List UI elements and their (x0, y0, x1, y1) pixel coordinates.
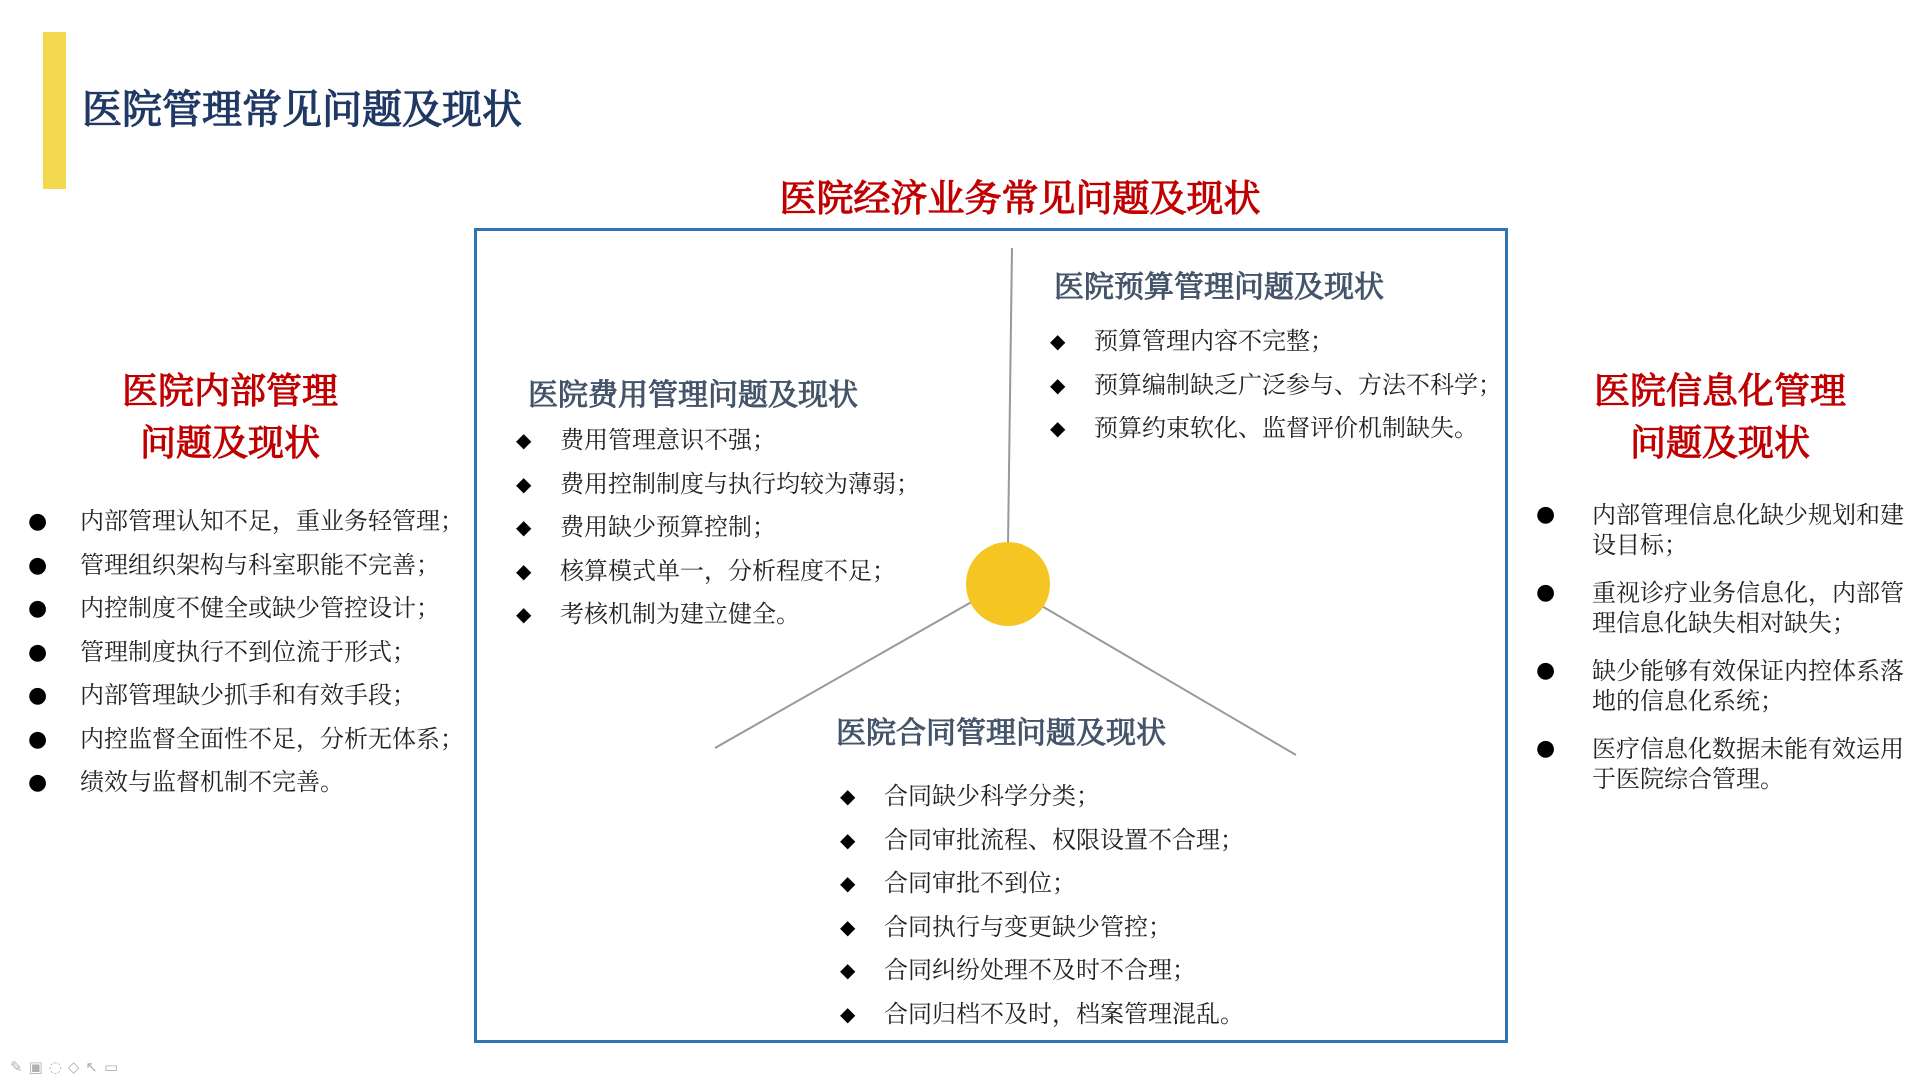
diamond-bullet-icon: ◆ (840, 914, 856, 939)
contract-heading: 医院合同管理问题及现状 (836, 716, 1166, 751)
dot-bullet-icon: ● (28, 683, 48, 708)
list-item: ◆ 预算管理内容不完整； (1050, 320, 1502, 364)
diamond-bullet-icon: ◆ (1050, 416, 1066, 440)
it-heading-line1: 医院信息化管理 (1593, 371, 1846, 412)
hub-circle (966, 542, 1050, 626)
list-item: ◆ 核算模式单一，分析程度不足； (516, 550, 920, 594)
list-item: ● 管理制度执行不到位流于形式； (28, 631, 464, 675)
list-item: ◆ 合同审批不到位； (840, 862, 1244, 906)
diamond-bullet-icon: ◆ (840, 1001, 856, 1026)
diamond-bullet-icon: ◆ (516, 558, 532, 583)
budget-heading: 医院预算管理问题及现状 (1054, 270, 1384, 305)
list-item: ◆ 考核机制为建立健全。 (516, 593, 920, 637)
list-item: ● 医疗信息化数据未能有效运用于医院综合管理。 (1536, 735, 1904, 793)
dot-bullet-icon: ● (1536, 658, 1556, 683)
diamond-bullet-icon: ◆ (840, 958, 856, 982)
dot-bullet-icon: ● (28, 639, 48, 665)
list-item: ◆ 合同审批流程、权限设置不合理； (840, 819, 1244, 863)
internal-heading (100, 366, 360, 470)
it-list (1536, 500, 1916, 812)
page-title: 医院管理常见问题及现状 (82, 87, 522, 133)
list-item: ● 管理组织架构与科室职能不完善； (28, 544, 464, 588)
diamond-bullet-icon: ◆ (840, 784, 856, 808)
it-heading (1570, 366, 1870, 470)
list-item: ● 内控监督全面性不足，分析无体系； (28, 718, 464, 762)
list-item: ◆ 合同归档不及时，档案管理混乱。 (840, 993, 1244, 1037)
list-item: ● 内部管理缺少抓手和有效手段； (28, 674, 464, 718)
diamond-bullet-icon: ◆ (1050, 372, 1066, 397)
list-item: ◆ 费用缺少预算控制； (516, 506, 920, 550)
expense-list (516, 419, 920, 637)
list-item: ● 内控制度不健全或缺少管控设计； (28, 587, 464, 631)
presentation-toolbar (10, 1058, 118, 1076)
dot-bullet-icon: ● (28, 726, 48, 752)
list-item: ● 内部管理认知不足，重业务轻管理； (28, 500, 464, 544)
list-item: ● 内部管理信息化缺少规划和建设目标； (1536, 501, 1904, 559)
highlighter-icon[interactable]: ◇ (67, 1058, 80, 1076)
diamond-bullet-icon: ◆ (840, 871, 856, 895)
pointer-icon[interactable]: ↖ (85, 1058, 98, 1076)
slide-icon[interactable]: ▣ (28, 1058, 43, 1076)
internal-heading-line1: 医院内部管理 (121, 371, 338, 412)
list-item: ◆ 合同纠纷处理不及时不合理； (840, 949, 1244, 993)
list-item: ◆ 预算约束软化、监督评价机制缺失。 (1050, 407, 1502, 451)
pen-icon[interactable]: ✎ (10, 1058, 23, 1076)
dot-bullet-icon: ● (1536, 580, 1556, 605)
dot-bullet-icon: ● (28, 552, 48, 578)
dot-bullet-icon: ● (28, 596, 48, 621)
list-item: ● 绩效与监督机制不完善。 (28, 761, 464, 805)
dot-bullet-icon: ● (28, 509, 48, 534)
diamond-bullet-icon: ◆ (1050, 329, 1066, 353)
list-item: ◆ 费用控制制度与执行均较为薄弱； (516, 463, 920, 507)
internal-heading-line2: 问题及现状 (139, 423, 320, 464)
center-title-text: 医院经济业务常见问题及现状 (779, 177, 1261, 220)
internal-list (28, 500, 464, 805)
dot-bullet-icon: ● (1536, 502, 1556, 527)
dot-bullet-icon: ● (1536, 736, 1556, 761)
diamond-bullet-icon: ◆ (516, 471, 532, 496)
list-item: ◆ 合同缺少科学分类； (840, 775, 1244, 819)
contract-list (840, 775, 1244, 1036)
diamond-bullet-icon: ◆ (516, 515, 532, 539)
expense-heading: 医院费用管理问题及现状 (528, 378, 858, 413)
connector-up (1008, 248, 1012, 545)
list-item: ◆ 合同执行与变更缺少管控； (840, 906, 1244, 950)
list-item: ● 重视诊疗业务信息化，内部管理信息化缺失相对缺失； (1536, 579, 1904, 637)
diamond-bullet-icon: ◆ (516, 602, 532, 626)
list-item: ◆ 费用管理意识不强； (516, 419, 920, 463)
diamond-bullet-icon: ◆ (840, 827, 856, 852)
list-item: ● 缺少能够有效保证内控体系落地的信息化系统； (1536, 657, 1904, 715)
screen-icon[interactable]: ▭ (103, 1058, 119, 1076)
dot-bullet-icon: ● (28, 770, 48, 795)
eraser-icon[interactable]: ◌ (48, 1058, 62, 1076)
budget-list (1050, 320, 1502, 451)
list-item: ◆ 预算编制缺乏广泛参与、方法不科学； (1050, 364, 1502, 408)
diamond-bullet-icon: ◆ (516, 428, 532, 452)
it-heading-line2: 问题及现状 (1629, 423, 1810, 464)
